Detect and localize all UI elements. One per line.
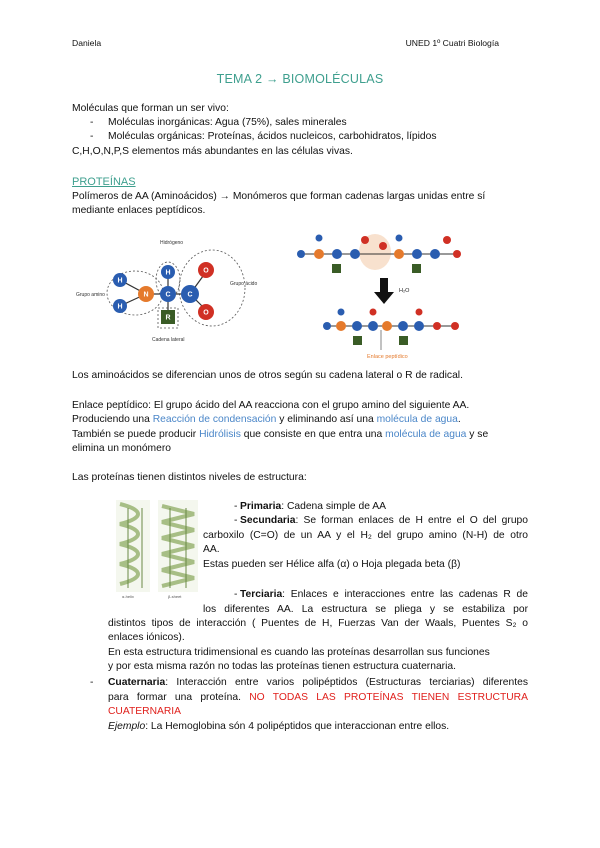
hydrolysis-link: Hidrólisis (199, 429, 241, 440)
label-beta-sheet: β-sheet (168, 594, 182, 599)
levels-intro: Las proteínas tienen distintos niveles de estructura: (72, 472, 307, 483)
dash-secondary: - (234, 515, 238, 526)
tertiary-text-2: los diferentes AA. La estructura se pliega y se estabiliza por (203, 604, 528, 615)
atom-r: R (165, 314, 171, 322)
bond-text-4: elimina un monómero (72, 443, 172, 454)
intro-item-2: Moléculas orgánicas: Proteínas, ácidos nucleicos, carbohidratos, lípidos (108, 131, 437, 142)
proteins-def-1: Polímeros de AA (Aminoácidos) → Monómeros que forman cadenas largas unidas entre sí (72, 191, 486, 202)
header-course: UNED 1º Cuatri Biología (405, 38, 499, 48)
secondary-text-2: carboxilo (C=O) de un AA y el H₂ del grupo amino (N-H) de otro (203, 530, 528, 541)
header-author: Daniela (72, 38, 102, 48)
tertiary-item (240, 588, 528, 602)
page-title: TEMA 2 → BIOMOLÉCULAS (216, 72, 384, 86)
quaternary-text-1: : Interacción entre varios polipéptidos (Estructuras terciarias) diferentes (165, 677, 528, 688)
protein-structure-image (114, 496, 206, 600)
amino-acid-figure (72, 238, 272, 348)
tertiary-text-3: distintos tipos de interacción ( Puentes de H, Fuerzas Van der Waals, Puentes S₂ o (108, 618, 528, 629)
secondary-text-4: Estas pueden ser Hélice alfa (α) o Hoja plegada beta (β) (203, 559, 461, 570)
bond-text-3b: que consiste en que entra una (240, 429, 386, 440)
example-line (108, 720, 449, 734)
bond-text-2c: . (457, 414, 461, 425)
atom-h-1: H (117, 277, 123, 285)
arrow-icon (380, 278, 388, 292)
peptide-bond-figure (287, 222, 473, 362)
quaternary-item (108, 676, 528, 690)
secondary-item (240, 514, 528, 528)
bond-text-3a: También se puede producir (72, 429, 200, 440)
label-hydrogen: Hidrógeno (160, 240, 184, 246)
atom-o-2: O (203, 309, 209, 317)
radical-text: Los aminoácidos se diferencian unos de otros según su cadena lateral o R de radical. (72, 370, 463, 381)
example-text: : La Hemoglobina són 4 polipéptidos que interaccionan entre ellos. (145, 721, 450, 732)
arrow-down-icon (374, 292, 394, 304)
quaternary-text-2 (108, 691, 528, 705)
proteins-def-2: mediante enlaces peptídicos. (72, 205, 206, 216)
tertiary-text-5: En esta estructura tridimensional es cuando las proteínas desarrollan sus funciones (108, 647, 490, 658)
bond-text-2a: Produciendo una (72, 414, 153, 425)
intro-item-1: Moléculas inorgánicas: Agua (75%), sales minerales (108, 117, 347, 128)
tertiary-label: Terciaria (240, 589, 283, 600)
label-amino-group: Grupo amino (76, 292, 105, 298)
water-molecule-link-2: molécula de agua (385, 429, 467, 440)
quaternary-text-2a: para formar una proteína. (108, 692, 241, 703)
atom-o-1: O (203, 267, 209, 275)
quaternary-label: Cuaternaria (108, 677, 166, 688)
secondary-text-3: AA. (203, 544, 220, 555)
tertiary-text-1: : Enlaces e interacciones entre las cadenas R de (282, 589, 528, 600)
tertiary-text-4: enlaces iónicos). (108, 632, 185, 643)
condensation-link: Reacción de condensación (152, 414, 277, 425)
label-acid-group: Grupo ácido (230, 281, 258, 287)
section-heading-proteins: PROTEÍNAS (72, 176, 136, 188)
bottom-chain (323, 309, 459, 346)
primary-item (240, 500, 386, 514)
secondary-label: Secundaria (240, 515, 296, 526)
atom-h-3: H (165, 269, 171, 277)
primary-text: : Cadena simple de AA (281, 501, 386, 512)
bond-text-2b: y eliminando así una (276, 414, 377, 425)
bond-text-3c: y se (466, 429, 489, 440)
label-lateral-chain: Cadena lateral (152, 337, 185, 343)
water-molecule-link: molécula de agua (376, 414, 458, 425)
secondary-text-1: : Se forman enlaces de H entre el O del grupo (295, 515, 528, 526)
atom-h-2: H (117, 303, 123, 311)
primary-label: Primaria (240, 501, 282, 512)
atom-c-2: C (187, 291, 193, 299)
dash-tertiary: - (234, 589, 238, 600)
intro-dash-1: - (90, 117, 94, 128)
bond-text-3 (72, 428, 488, 442)
atom-c-1: C (165, 291, 171, 299)
atom-n: N (143, 291, 149, 299)
quaternary-warning-2: CUATERNARIA (108, 706, 182, 717)
quaternary-warning-1: NO TODAS LAS PROTEÍNAS TIENEN ESTRUCTURA (249, 692, 528, 703)
tertiary-text-6: y por esta misma razón no todas las proteínas tienen estructura cuaternaria. (108, 661, 456, 672)
dash-primary: - (234, 501, 238, 512)
intro-elements: C,H,O,N,P,S elementos más abundantes en las células vivas. (72, 146, 353, 157)
label-water: H₂O (399, 288, 410, 294)
intro-lead: Moléculas que forman un ser vivo: (72, 103, 229, 114)
bond-text-1: Enlace peptídico: El grupo ácido del AA reacciona con el grupo amino del siguiente AA. (72, 400, 470, 411)
dash-quaternary: - (90, 677, 94, 688)
label-alpha-helix: α-helix (122, 594, 134, 599)
bond-text-2 (72, 413, 461, 427)
example-label: Ejemplo (108, 721, 146, 732)
label-peptide-bond: Enlace peptídico (367, 354, 408, 360)
intro-dash-2: - (90, 131, 94, 142)
